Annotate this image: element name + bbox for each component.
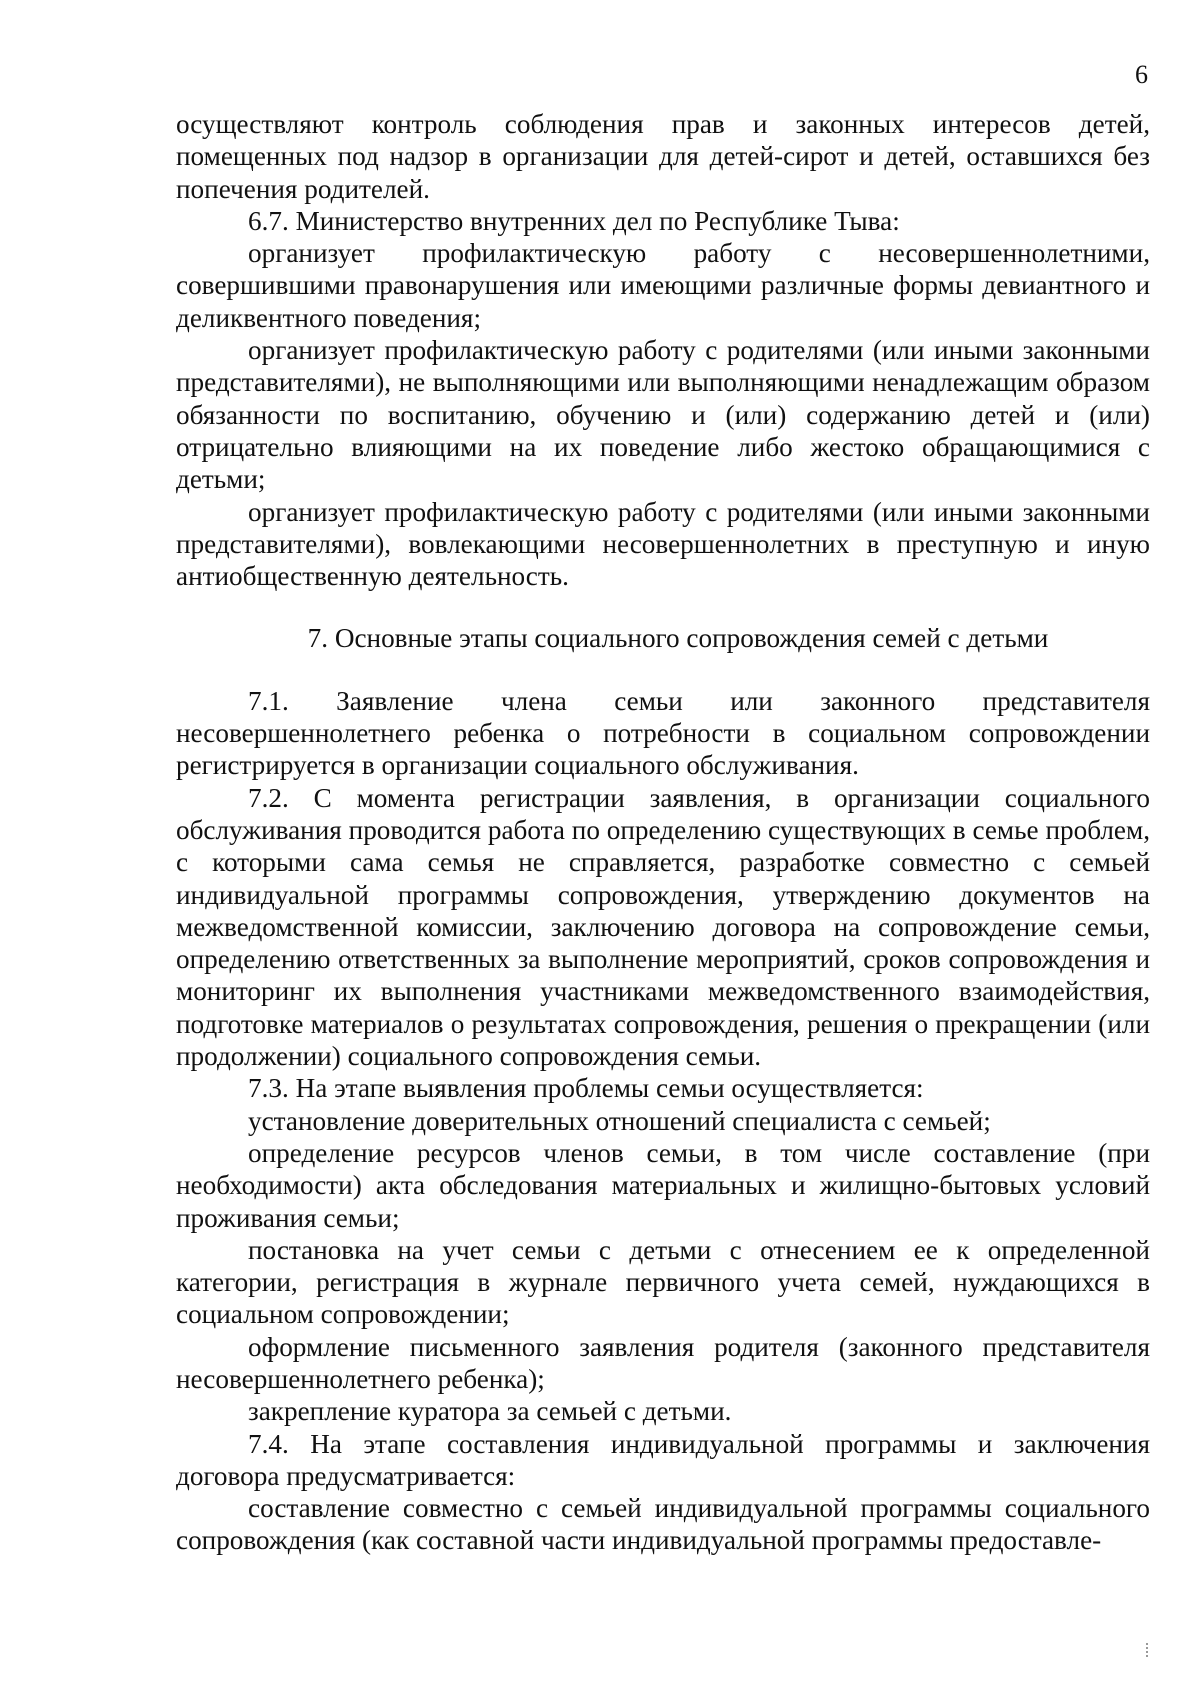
paragraph: организует профилактическую работу с несовершеннолетними, совершившими правонарушения или имеющими различные формы девиантного и деликвентного поведения;	[176, 238, 1150, 333]
document-body	[176, 108, 1150, 1557]
section-heading: 7. Основные этапы социального сопровождения семей с детьми	[307, 623, 1049, 654]
paragraph: составление совместно с семьей индивидуальной программы социального сопровождения (как составной части индивидуальной программы предоставле-	[176, 1493, 1150, 1556]
page-number: 6	[1135, 60, 1148, 89]
scan-artifact	[1146, 1643, 1154, 1657]
paragraph: осуществляют контроль соблюдения прав и законных интересов детей, помещенных под надзор в организации для детей-сирот и детей, оставшихся без попечения родителей.	[176, 109, 1150, 204]
paragraph: 7.3. На этапе выявления проблемы семьи осуществляется:	[248, 1073, 924, 1104]
paragraph: определение ресурсов членов семьи, в том числе составление (при необходимости) акта обследования материальных и жилищно-бытовых условий проживания семьи;	[176, 1137, 1150, 1233]
paragraph: 6.7. Министерство внутренних дел по Республике Тыва:	[248, 205, 900, 236]
paragraph: закрепление куратора за семьей с детьми.	[248, 1396, 732, 1427]
paragraph: 7.1. Заявление члена семьи или законного представителя несовершеннолетнего ребенка о потребности в социальном сопровождении регистрируется в организации социального обслуживания.	[176, 685, 1150, 781]
paragraph: 7.4. На этапе составления индивидуальной программы и заключения договора предусматривается:	[176, 1428, 1150, 1491]
paragraph: организует профилактическую работу с родителями (или иными законными представителями), не выполняющими или выполняющими ненадлежащим образом обязанности по воспитанию, обучению и (или) содержанию детей и (или) отрицательно влияющими на их поведение либо жестоко обращающимися с детьми;	[176, 335, 1150, 495]
paragraph: установление доверительных отношений специалиста с семьей;	[248, 1105, 991, 1136]
paragraph: организует профилактическую работу с родителями (или иными законными представителями), вовлекающими несовершеннолетних в преступную и иную антиобщественную деятельность.	[176, 496, 1150, 592]
paragraph: постановка на учет семьи с детьми с отнесением ее к определенной категории, регистрация в журнале первичного учета семей, нуждающихся в социальном сопровождении;	[176, 1234, 1150, 1330]
paragraph: оформление письменного заявления родителя (законного представителя несовершеннолетнего ребенка);	[176, 1331, 1150, 1394]
paragraph: 7.2. С момента регистрации заявления, в организации социального обслуживания проводится работа по определению существующих в семье проблем, с которыми сама семья не справляется, разработке совместно с семьей индивидуальной программы сопровождения, утверждению документов на межведомственной комиссии, заключению договора на сопровождение семьи, определению ответственных за выполнение мероприятий, сроков сопровождения и мониторинг их выполнения участниками межведомственного взаимодействия, подготовке материалов о результатах сопровождения, решения о прекращении (или продолжении) социального сопровождения семьи.	[176, 782, 1150, 1072]
